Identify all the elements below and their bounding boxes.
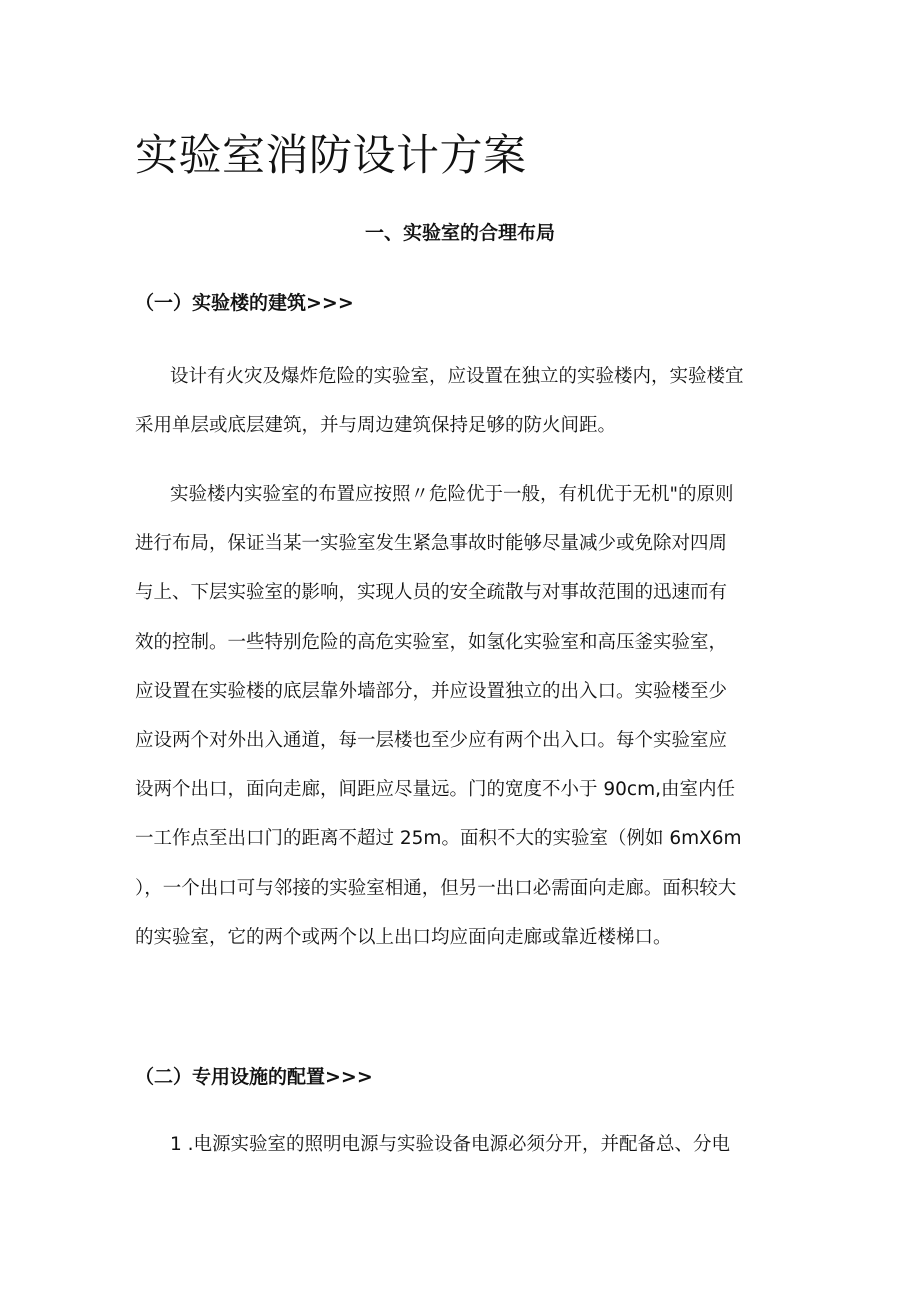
paragraph-line: 进行布局，保证当某一实验室发生紧急事故时能够尽量减少或免除对四周 bbox=[135, 533, 728, 555]
paragraph-line: 实验楼内实验室的布置应按照〃危险优于一般，有机优于无机"的原则 bbox=[170, 484, 734, 505]
paragraph-lab-arrangement bbox=[135, 470, 790, 962]
paragraph-line: ），一个出口可与邻接的实验室相通，但另一出口必需面向走廊。面积较大 bbox=[135, 877, 737, 899]
section-heading-layout: 一、实验室的合理布局 bbox=[364, 222, 555, 244]
subsection-heading-building: （一）实验楼的建筑>>> bbox=[135, 292, 354, 314]
paragraph-building-location bbox=[135, 352, 790, 450]
paragraph-line: 效的控制。一些特别危险的高危实验室，如氢化实验室和高压釜实验室， bbox=[135, 631, 728, 653]
paragraph-line: 的实验室，它的两个或两个以上出口均应面向走廊或靠近楼梯口。 bbox=[135, 926, 672, 948]
paragraph-line: 设计有火灾及爆炸危险的实验室，应设置在独立的实验楼内，实验楼宜 bbox=[170, 366, 744, 387]
paragraph-line: 采用单层或底层建筑，并与周边建筑保持足够的防火间距。 bbox=[135, 415, 617, 437]
document-title: 实验室消防设计方案 bbox=[135, 131, 527, 181]
paragraph-line: 1 .电源实验室的照明电源与实验设备电源必须分开，并配备总、分电 bbox=[170, 1134, 731, 1155]
paragraph-line: 一工作点至出口门的距离不超过 25m。面积不大的实验室（例如 6mX6m bbox=[135, 828, 742, 850]
paragraph-line: 应设置在实验楼的底层靠外墙部分，并应设置独立的出入口。实验楼至少 bbox=[135, 680, 728, 702]
paragraph-line: 应设两个对外出入通道，每一层楼也至少应有两个出入口。每个实验室应 bbox=[135, 729, 728, 751]
subsection-heading-facilities: （二）专用设施的配置>>> bbox=[135, 1066, 373, 1088]
paragraph-line: 设两个出口，面向走廊，间距应尽量远。门的宽度不小于 90cm,由室内任 bbox=[135, 779, 735, 801]
paragraph-line: 与上、下层实验室的影响，实现人员的安全疏散与对事故范围的迅速而有 bbox=[135, 582, 728, 604]
paragraph-power-supply bbox=[135, 1120, 790, 1169]
